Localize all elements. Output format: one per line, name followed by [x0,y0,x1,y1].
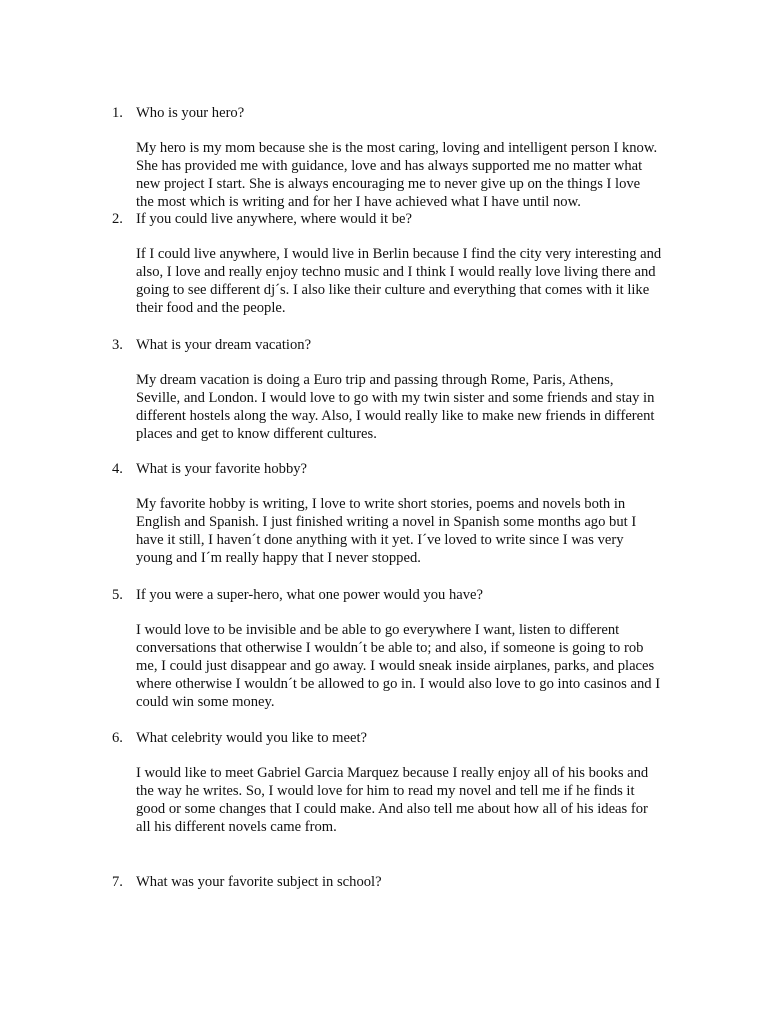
question-3 [0,337,768,355]
answer-line: good or some changes that I could make. And also tell me about how all of his ideas for [136,800,648,817]
question-number: 6. [112,730,123,746]
answer-line: all his different novels came from. [136,818,337,835]
answer-line: places and get to know different cultures. [136,425,377,442]
answer-line: could win some money. [136,693,275,710]
answer-line: My favorite hobby is writing, I love to write short stories, poems and novels both in [136,496,626,512]
question-6 [0,730,768,748]
question-number: 3. [112,337,123,353]
question-number: 5. [112,587,123,603]
question-text: What is your favorite hobby? [136,461,308,477]
answer-line: going to see different dj´s. I also like their culture and everything that comes with it like [136,281,650,298]
question-number: 2. [112,211,123,227]
question-number: 4. [112,461,123,477]
question-7 [0,874,768,892]
answer-line: different hostels along the way. Also, I would really like to make new friends in different [136,407,655,424]
answer-line: I would like to meet Gabriel Garcia Marquez because I really enjoy all of his books and [136,765,649,781]
answer-line: Seville, and London. I would love to go with my twin sister and some friends and stay in [136,389,655,406]
answer-line: me, I could just disappear and go away. I would sneak inside airplanes, parks, and places [136,657,655,674]
answer-line: the way he writes. So, I would love for him to read my novel and tell me if he finds it [136,782,635,799]
answer-5 [136,622,682,711]
answer-line: If I could live anywhere, I would live in Berlin because I find the city very interesting and [136,246,662,262]
question-number: 1. [112,105,123,121]
answer-6 [136,765,682,837]
answer-line: She has provided me with guidance, love and has always supported me no matter what [136,157,643,174]
question-text: What was your favorite subject in school? [136,874,382,890]
question-text: If you could live anywhere, where would it be? [136,211,412,227]
answer-line: their food and the people. [136,299,286,316]
answer-line: My dream vacation is doing a Euro trip and passing through Rome, Paris, Athens, [136,372,614,388]
question-text: What is your dream vacation? [136,337,312,353]
question-1 [0,105,768,123]
answer-line: My hero is my mom because she is the most caring, loving and intelligent person I know. [136,140,658,156]
question-text: What celebrity would you like to meet? [136,730,367,746]
answer-4 [136,496,682,568]
question-5 [0,587,768,605]
answer-line: also, I love and really enjoy techno music and I think I would really love living there and [136,263,656,280]
question-4 [0,461,768,479]
answer-line: young and I´m really happy that I never stopped. [136,549,421,566]
answer-line: new project I start. She is always encouraging me to never give up on the things I love [136,175,641,192]
question-text: Who is your hero? [136,105,245,121]
question-2 [0,211,768,229]
answer-2 [136,246,682,318]
answer-line: I would love to be invisible and be able to go everywhere I want, listen to different [136,622,620,638]
answer-3 [136,372,682,444]
answer-line: English and Spanish. I just finished writing a novel in Spanish some months ago but I [136,513,637,530]
answer-line: have it still, I haven´t done anything with it yet. I´ve loved to write since I was very [136,531,624,548]
question-text: If you were a super-hero, what one power would you have? [136,587,483,603]
question-number: 7. [112,874,123,890]
answer-1 [136,140,682,212]
answer-line: where otherwise I wouldn´t be allowed to go in. I would also love to go into casinos and I [136,675,661,692]
answer-line: conversations that otherwise I wouldn´t be able to; and also, if someone is going to rob [136,639,644,656]
answer-line: the most which is writing and for her I have achieved what I have until now. [136,193,581,210]
